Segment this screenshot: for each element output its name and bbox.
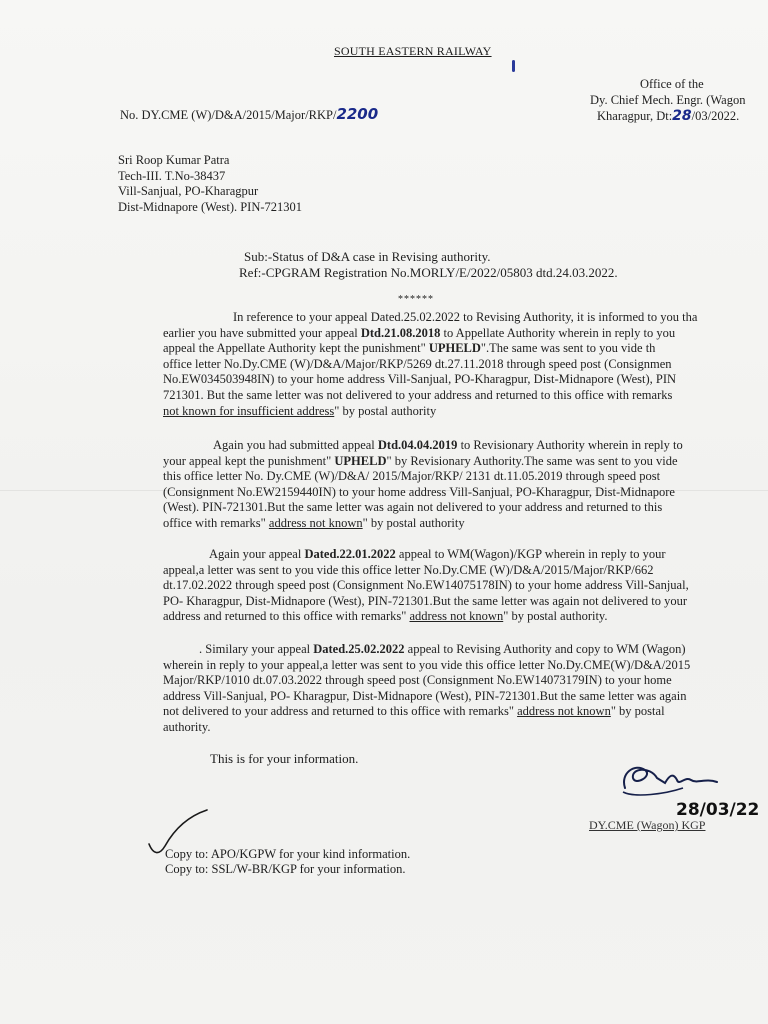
addressee-line: Vill-Sanjual, PO-Kharagpur (118, 184, 259, 198)
paragraph-line: (West). PIN-721301.But the same letter was again not delivered to your address and returned to this (163, 500, 663, 515)
addressee-line: Sri Roop Kumar Patra (118, 153, 230, 167)
closing-line: This is for your information. (210, 751, 359, 766)
paragraph-line: appeal,a letter was sent to you vide this office letter No.Dy.CME (W)/D&A/2015/Major/RKP/662 (163, 562, 654, 577)
office-date-suffix: /03/2022. (691, 109, 740, 123)
paragraph-line: address Vill-Sanjual, PO- Kharagpur, Dist-Midnapore (West), PIN-721301.But the same letter was again (163, 688, 687, 703)
copy-to-line: Copy to: SSL/W-BR/KGP for your information. (165, 862, 406, 876)
paragraph-line: wherein in reply to your appeal,a letter was sent to you vide this office letter No.Dy.CME(W)/D&A/2015 (163, 657, 691, 672)
signature-date: 28/03/22 (676, 800, 760, 820)
addressee-line: Tech-III. T.No-38437 (118, 168, 226, 183)
addressee-block (118, 153, 302, 215)
reference-number-text: No. DY.CME (W)/D&A/2015/Major/RKP/ (120, 108, 337, 122)
paragraph-line: PO- Kharagpur, Dist-Midnapore (West), PIN-721301.But the same letter was again not delivered to your (163, 593, 688, 608)
paragraph-line: authority. (163, 719, 211, 734)
paragraph-line: address and returned to this office with remarks" address not known" by postal authority. (163, 609, 608, 624)
office-date-line (597, 109, 739, 125)
paragraph-line: Again your appeal Dated.22.01.2022 appeal to WM(Wagon)/KGP wherein in reply to your (209, 547, 666, 561)
handwritten-date-day: 28 (672, 108, 692, 124)
office-line-1: Office of the (640, 77, 704, 91)
addressee-line: Dist-Midnapore (West). PIN-721301 (118, 199, 303, 214)
body-paragraph-4 (163, 642, 690, 736)
office-date-prefix: Kharagpur, Dt: (597, 109, 673, 123)
railway-heading: SOUTH EASTERN RAILWAY (334, 44, 492, 58)
body-paragraph-2 (163, 438, 683, 532)
paragraph-line: dt.17.02.2022 through speed post (Consignment No.EW14075178IN) to your home address Vill-Sanjual, (163, 578, 689, 593)
reference-line: Ref:-CPGRAM Registration No.MORLY/E/2022/05803 dtd.24.03.2022. (239, 265, 618, 280)
reference-number (120, 107, 378, 124)
body-paragraph-3 (163, 547, 689, 625)
paragraph-line: earlier you have submitted your appeal Dtd.21.08.2018 to Appellate Authority wherein in reply to you (163, 325, 676, 340)
paragraph-line: your appeal kept the punishment" UPHELD" by Revisionary Authority.The same was sent to you vide (163, 453, 678, 468)
paragraph-line: this office letter No. Dy.CME (W)/D&A/ 2015/Major/RKP/ 2131 dt.11.05.2019 through speed post (163, 469, 661, 484)
paragraph-line: appeal the Appellate Authority kept the punishment" UPHELD".The same was sent to you vide th (163, 341, 656, 356)
handwritten-reference-number: 2200 (336, 105, 379, 123)
body-paragraph-1 (163, 310, 697, 419)
paragraph-line: not known for insufficient address" by postal authority (163, 403, 437, 418)
paragraph-line: office letter No.Dy.CME (W)/D&A/Major/RKP/5269 dt.27.11.2018 through speed post (Consignmen (163, 356, 672, 371)
paragraph-line: office with remarks" address not known" by postal authority (163, 515, 465, 530)
subject-line: Sub:-Status of D&A case in Revising authority. (244, 249, 491, 264)
signatory-designation: DY.CME (Wagon) KGP (589, 818, 706, 832)
copy-to-block (165, 847, 410, 877)
office-line-2: Dy. Chief Mech. Engr. (Wagon (590, 93, 746, 107)
paragraph-line: No.EW034503948IN) to your home address Vill-Sanjual, PO-Kharagpur, Dist-Midnapore (West), PIN (163, 372, 677, 387)
paragraph-line: Major/RKP/1010 dt.07.03.2022 through speed post (Consignment No.EW14073179IN) to your home (163, 673, 672, 688)
paragraph-line: Again you had submitted appeal Dtd.04.04.2019 to Revisionary Authority wherein in reply to (213, 438, 683, 452)
separator: ****** (398, 294, 434, 305)
ink-mark (512, 60, 515, 72)
paragraph-line: . Similary your appeal Dated.25.02.2022 appeal to Revising Authority and copy to WM (Wagon) (199, 642, 686, 656)
copy-to-line: Copy to: APO/KGPW for your kind information. (165, 847, 411, 861)
paragraph-line: 721301. But the same letter was not delivered to your address and returned to this office with remarks (163, 387, 673, 402)
paragraph-line: (Consignment No.EW2159440IN) to your home address Vill-Sanjual, PO-Kharagpur, Dist-Midnapore (163, 484, 675, 499)
paragraph-line: In reference to your appeal Dated.25.02.2022 to Revising Authority, it is informed to you tha (233, 310, 698, 324)
paragraph-line: not delivered to your address and returned to this office with remarks" address not known" by postal (163, 704, 665, 719)
